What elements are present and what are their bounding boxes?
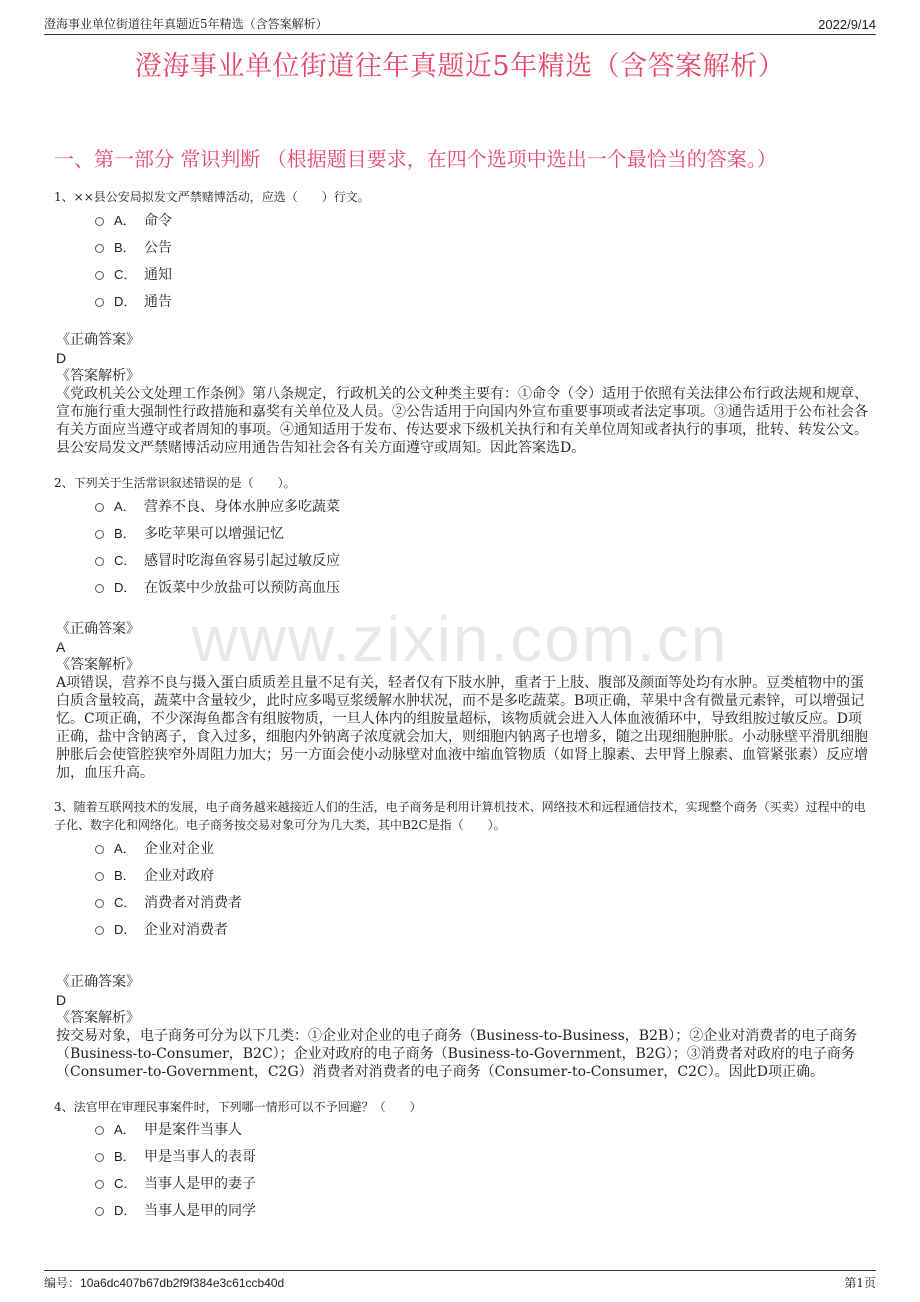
answer-value: A [56,639,66,655]
option-3a[interactable] [95,834,242,861]
explanation-label: 《答案解析》 [56,1010,140,1026]
radio-icon[interactable] [95,1126,104,1135]
footer-page-number: 第1页 [844,1276,876,1290]
option-text: 甲是案件当事人 [144,1121,242,1138]
option-text: 通告 [144,293,172,310]
option-text: 甲是当事人的表哥 [144,1148,256,1165]
option-letter: B． [114,868,136,883]
header-date: 2022/9/14 [818,17,876,32]
option-text: 当事人是甲的同学 [144,1202,256,1219]
option-3c[interactable] [95,888,242,915]
radio-icon[interactable] [95,1153,104,1162]
question-1-options [95,206,172,314]
question-1-answer-block [56,331,868,457]
page-header [44,12,876,35]
option-text: 当事人是甲的妻子 [144,1175,256,1192]
footer-code [44,1274,284,1291]
option-text: 感冒时吃海鱼容易引起过敏反应 [144,552,340,569]
option-text: 企业对政府 [144,867,214,884]
option-1b[interactable] [95,233,172,260]
radio-icon[interactable] [95,271,104,280]
radio-icon[interactable] [95,503,104,512]
question-3-answer-block [56,973,868,1081]
answer-label: 《正确答案》 [56,974,140,990]
question-3-stem: 3、随着互联网技术的发展，电子商务越来越接近人们的生活，电子商务是利用计算机技术、网络技术和远程通信技术，实现整个商务（买卖）过程中的电子化、数字化和网络化。电子商务按交易对象可分为几大类，其中B2C是指（ ）。 [54,800,866,832]
question-2-answer-block [56,620,868,782]
option-4c[interactable] [95,1169,256,1196]
radio-icon[interactable] [95,1180,104,1189]
footer-code-value: 10a6dc407b67db2f9f384e3c61ccb40d [80,1276,285,1290]
option-text: 在饭菜中少放盐可以预防高血压 [144,579,340,596]
option-letter: A． [114,499,136,514]
option-letter: A． [114,1122,136,1137]
radio-icon[interactable] [95,872,104,881]
option-letter: D． [114,580,137,595]
radio-icon[interactable] [95,926,104,935]
option-3b[interactable] [95,861,242,888]
option-letter: D． [114,922,137,937]
option-1d[interactable] [95,287,172,314]
question-4-options [95,1115,256,1223]
option-4d[interactable] [95,1196,256,1223]
radio-icon[interactable] [95,899,104,908]
radio-icon[interactable] [95,1207,104,1216]
explanation-label: 《答案解析》 [56,657,140,673]
radio-icon[interactable] [95,557,104,566]
section-heading: 一、第一部分 常识判断 （根据题目要求，在四个选项中选出一个最恰当的答案。） [54,147,777,171]
option-letter: D． [114,294,137,309]
option-text: 命令 [144,212,172,229]
option-letter: C． [114,1176,137,1191]
answer-label: 《正确答案》 [56,332,140,348]
answer-value: D [56,992,67,1008]
question-1-stem: 1、××县公安局拟发文严禁赌博活动，应选（ ）行文。 [54,190,370,204]
option-text: 公告 [144,239,172,256]
option-letter: C． [114,267,137,282]
question-2-options [95,492,340,600]
option-letter: A． [114,213,136,228]
page-title: 澄海事业单位街道往年真题近5年精选（含答案解析） [134,51,786,82]
option-text: 企业对消费者 [144,921,228,938]
question-3-options [95,834,242,942]
option-letter: B． [114,526,136,541]
answer-value: D [56,350,67,366]
radio-icon[interactable] [95,845,104,854]
footer-code-label: 编号： [44,1276,81,1290]
option-letter: A． [114,841,136,856]
answer-label: 《正确答案》 [56,621,140,637]
option-1a[interactable] [95,206,172,233]
explanation-label: 《答案解析》 [56,368,140,384]
option-2d[interactable] [95,573,340,600]
radio-icon[interactable] [95,298,104,307]
option-text: 消费者对消费者 [144,894,242,911]
option-text: 企业对企业 [144,840,214,857]
option-3d[interactable] [95,915,242,942]
option-text: 多吃苹果可以增强记忆 [144,525,284,542]
option-2c[interactable] [95,546,340,573]
option-text: 通知 [144,266,172,283]
option-2b[interactable] [95,519,340,546]
option-text: 营养不良、身体水肿应多吃蔬菜 [144,498,340,515]
header-doc-title: 澄海事业单位街道往年真题近5年精选（含答案解析） [44,17,328,31]
option-letter: D． [114,1203,137,1218]
radio-icon[interactable] [95,530,104,539]
watermark: www.zixin.com.cn [191,603,729,675]
radio-icon[interactable] [95,244,104,253]
radio-icon[interactable] [95,217,104,226]
option-2a[interactable] [95,492,340,519]
option-letter: B． [114,1149,136,1164]
explanation-text: 按交易对象，电子商务可分为以下几类：①企业对企业的电子商务（Business-to-Business，B2B）；②企业对消费者的电子商务（Business-to-Consumer，B2C）；企业对政府的电子商务（Business-to-Government，B2G）；③消费者对政府的电子商务（Consumer-to-Government，C2G）消费者对消费者的电子商务（Consumer-to-Consumer，C2C）。因此D项正确。 [56,1028,858,1080]
option-letter: B． [114,240,136,255]
explanation-text: A项错误，营养不良与摄入蛋白质质差且量不足有关，轻者仅有下肢水肿，重者于上肢、腹部及颜面等处均有水肿。豆类植物中的蛋白质含量较高，蔬菜中含量较少，此时应多喝豆浆缓解水肿状况，而不是多吃蔬菜。B项正确，苹果中含有微量元素锌，可以增强记忆。C项正确，不少深海鱼都含有组胺物质，一旦人体内的组胺量超标，该物质就会进入人体血液循环中，导致组胺过敏反应。D项正确，盐中含钠离子，食入过多，细胞内外钠离子浓度就会加大，则细胞内钠离子也增多，随之出现细胞肿胀。小动脉壁平滑肌细胞肿胀后会使管腔狭窄外周阻力加大；另一方面会使小动脉壁对血液中缩血管物质（如肾上腺素、去甲肾上腺素、血管紧张素）反应增加，血压升高。 [56,675,868,781]
explanation-text: 《党政机关公文处理工作条例》第八条规定，行政机关的公文种类主要有：①命令（令）适用于依照有关法律公布行政法规和规章、宣布施行重大强制性行政措施和嘉奖有关单位及人员。②公告适用于向国内外宣布重要事项或者法定事项。③通告适用于公布社会各有关方面应当遵守或者周知的事项。④通知适用于发布、传达要求下级机关执行和有关单位周知或者执行的事项，批转、转发公文。县公安局发文严禁赌博活动应用通告告知社会各有关方面遵守或周知。因此答案选D。 [56,386,868,456]
page-footer [44,1270,876,1291]
option-letter: C． [114,895,137,910]
option-letter: C． [114,553,137,568]
option-4a[interactable] [95,1115,256,1142]
option-1c[interactable] [95,260,172,287]
question-2-stem: 2、下列关于生活常识叙述错误的是（ ）。 [54,476,296,490]
option-4b[interactable] [95,1142,256,1169]
question-4-stem: 4、法官甲在审理民事案件时，下列哪一情形可以不予回避？（ ） [54,1100,422,1114]
radio-icon[interactable] [95,584,104,593]
